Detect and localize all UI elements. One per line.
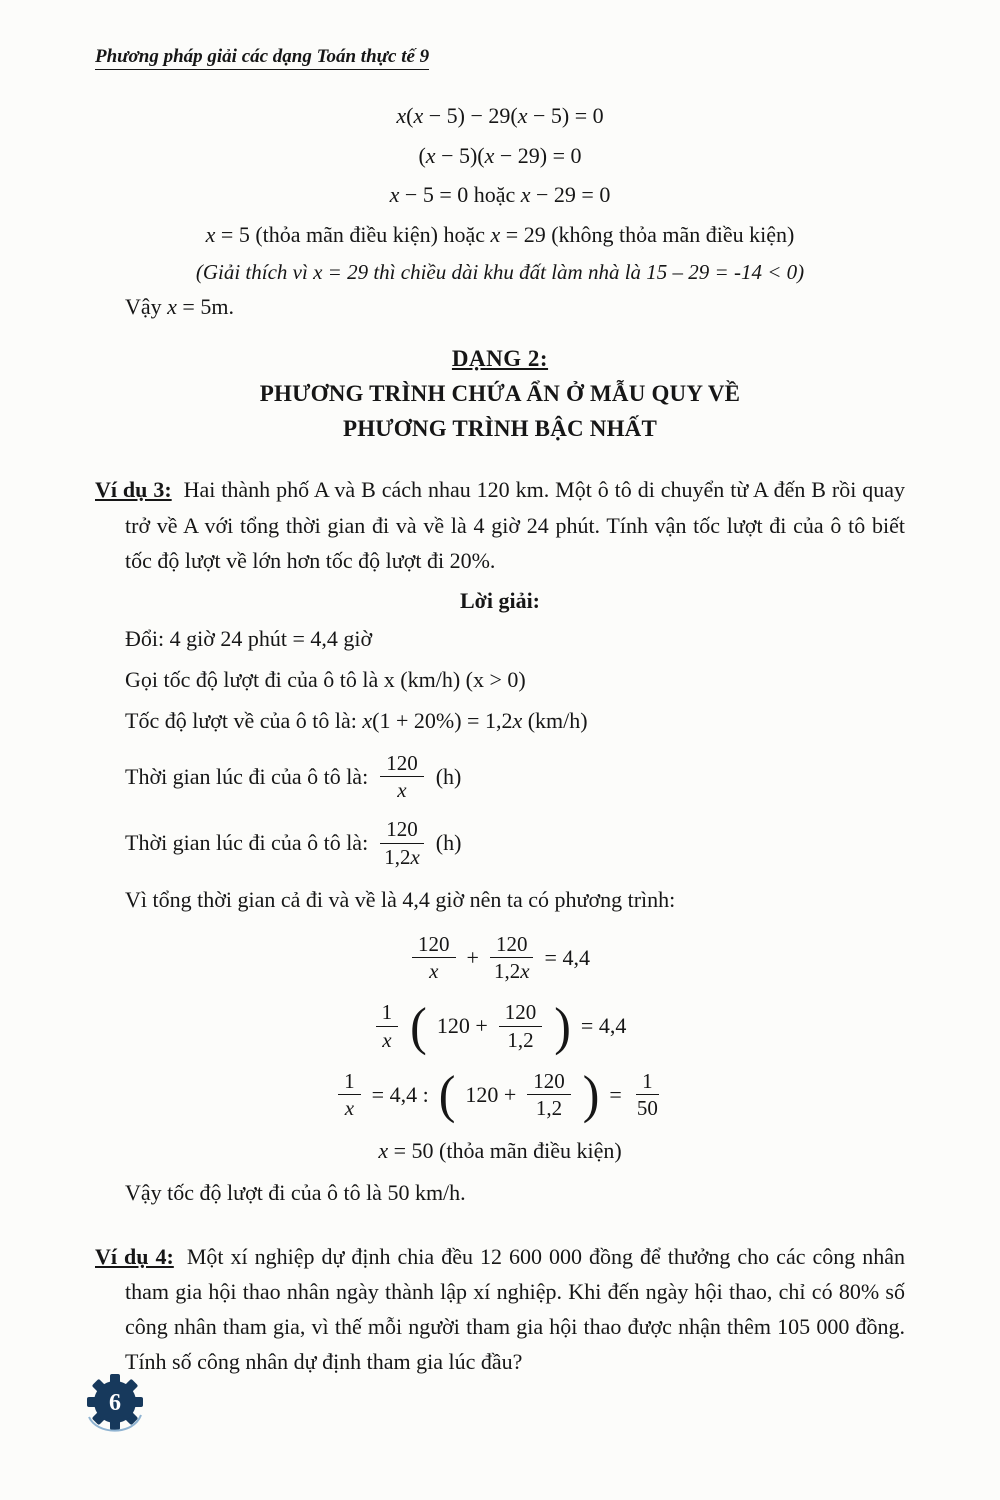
example-3-statement: Hai thành phố A và B cách nhau 120 km. Một ô tô di chuyển từ A đến B rồi quay trở về A với tổng thời gian đi và về là 4 giờ 24 phút. Tính vận tốc lượt đi của ô tô biết tốc độ lượt về lớn hơn tốc độ lượt đi 20%. <box>125 477 906 573</box>
example-3-label: Ví dụ 3: <box>95 477 172 503</box>
text-segment: 1,2 <box>535 1096 563 1121</box>
fraction-denominator <box>393 777 410 803</box>
math-variable: x <box>397 778 407 803</box>
math-variable: x <box>382 1027 392 1052</box>
section-title-line1: PHƯƠNG TRÌNH CHỨA ẨN Ở MẪU QUY VỀ <box>259 381 741 407</box>
page-number: 6 <box>109 1390 121 1416</box>
unit-hours: (h) <box>435 830 462 856</box>
case-analysis-line <box>95 221 905 250</box>
math-variable: x <box>413 103 424 128</box>
math-variable: x <box>410 844 420 869</box>
fraction-120-over-1-2x <box>490 932 534 985</box>
equation-solve-for-x <box>95 1064 905 1124</box>
equals-rhs: = 4,4 <box>580 1013 627 1039</box>
fraction-numerator: 120 <box>380 817 424 844</box>
text-segment: = 5m. <box>176 294 234 320</box>
text-segment: ( <box>418 142 426 168</box>
text-segment: − 5) = 0 <box>527 103 604 128</box>
math-variable: x <box>425 142 436 168</box>
fraction-numerator: 1 <box>338 1069 361 1096</box>
equation-factored-form <box>95 996 905 1056</box>
page-number-badge <box>86 1372 144 1444</box>
text-segment: 1,2 <box>507 1027 534 1052</box>
math-variable: x <box>205 221 216 247</box>
fraction-denominator <box>503 1027 537 1053</box>
fraction-numerator: 120 <box>380 751 424 778</box>
fraction-denominator <box>378 1027 395 1053</box>
right-paren: ) <box>554 996 571 1056</box>
fraction-1-over-x <box>338 1069 361 1122</box>
text-segment: ( <box>406 103 414 128</box>
running-header <box>95 46 905 68</box>
fraction-120-over-x <box>412 932 456 985</box>
fraction-numerator: 1 <box>636 1069 659 1096</box>
equation-factor-step-2 <box>95 142 905 171</box>
example-3 <box>95 472 905 578</box>
right-paren: ) <box>582 1064 600 1124</box>
solution-heading: Lời giải: <box>459 587 541 613</box>
math-variable: x <box>389 182 400 208</box>
plus-operator: + <box>466 944 479 970</box>
text-segment: − 29) = 0 <box>494 142 582 168</box>
text-segment: = 50 (thỏa mãn điều kiện) <box>388 1138 622 1164</box>
text-segment: 1,2 <box>384 844 411 869</box>
equation-factor-step-1 <box>95 102 905 131</box>
equals-operator: = <box>609 1081 622 1107</box>
solution-line-define-x: Gọi tốc độ lượt đi của ô tô là x (km/h) (x > 0) <box>125 666 526 692</box>
math-variable: x <box>512 707 523 733</box>
section-label: DẠNG 2: <box>451 346 549 372</box>
text-segment: (km/h) <box>522 707 588 733</box>
section-title-line2: PHƯƠNG TRÌNH BẬC NHẤT <box>342 416 658 442</box>
equation-roots-line <box>95 181 905 210</box>
math-variable: x <box>362 707 373 733</box>
gear-icon <box>86 1372 144 1438</box>
time-return-text: Thời gian lúc đi của ô tô là: <box>125 830 369 856</box>
math-variable: x <box>484 142 495 168</box>
text-segment: − 29 = 0 <box>530 182 611 208</box>
fraction-numerator: 120 <box>412 932 456 959</box>
fraction-denominator <box>341 1095 358 1121</box>
text-segment: Tốc độ lượt về của ô tô là: <box>125 707 363 733</box>
fraction-1-over-50 <box>633 1069 662 1122</box>
fraction-denominator <box>425 958 442 984</box>
example-4-statement: Một xí nghiệp dự định chia đều 12 600 000 đồng để thưởng cho các công nhân tham gia hội thao nhân ngày thành lập xí nghiệp. Khi đến ngày hội thao, chỉ có 80% số công nhân tham gia, vì thế mỗi người tham gia hội thao được nhận thêm 105 000 đồng. Tính số công nhân dự định tham gia lúc đầu? <box>125 1243 906 1375</box>
math-variable: x <box>344 1096 355 1121</box>
fraction-denominator <box>490 958 534 984</box>
solution-line-convert: Đổi: 4 giờ 24 phút = 4,4 giờ <box>125 625 373 651</box>
fraction-denominator <box>380 844 424 870</box>
math-variable: x <box>167 294 177 320</box>
time-go-line <box>125 751 905 804</box>
solution-line-return-speed <box>125 705 905 737</box>
conclusion-x5 <box>125 294 905 320</box>
left-paren: ( <box>410 996 427 1056</box>
math-variable: x <box>396 103 407 128</box>
explanation-note: (Giải thích vì x = 29 thì chiều dài khu đất làm nhà là 15 – 29 = -14 < 0) <box>195 260 805 285</box>
inner-sum-text: 120 + <box>436 1013 488 1039</box>
equals-rhs: = 4,4 <box>544 944 590 970</box>
math-variable: x <box>490 221 501 247</box>
time-return-line <box>125 817 905 870</box>
equation-result-line <box>95 1137 905 1166</box>
example-4-label: Ví dụ 4: <box>95 1243 174 1269</box>
unit-hours: (h) <box>435 763 462 789</box>
left-paren: ( <box>438 1064 456 1124</box>
fraction-1-over-x <box>376 1000 399 1053</box>
text-segment: − 5) − 29( <box>423 103 518 128</box>
math-variable: x <box>520 182 531 208</box>
section-heading <box>95 346 905 442</box>
fraction-numerator: 120 <box>499 1000 543 1027</box>
text-segment: = 5 (thỏa mãn điều kiện) hoặc <box>215 221 491 247</box>
fraction-120-over-1-2 <box>527 1069 571 1122</box>
text-segment: (1 + 20%) = 1,2 <box>372 707 513 733</box>
equals-divide-text: = 4,4 : <box>371 1081 429 1107</box>
fraction-numerator: 120 <box>527 1069 571 1096</box>
example-3-conclusion: Vậy tốc độ lượt đi của ô tô là 50 km/h. <box>125 1179 466 1205</box>
time-go-text: Thời gian lúc đi của ô tô là: <box>125 763 369 789</box>
fraction-120-over-1-2x <box>380 817 424 870</box>
equation-sum-of-times <box>95 932 905 985</box>
fraction-numerator: 1 <box>376 1000 399 1027</box>
math-variable: x <box>429 959 439 984</box>
fraction-denominator <box>633 1095 662 1121</box>
text-segment: 1,2 <box>493 959 521 984</box>
text-segment: − 5 = 0 hoặc <box>399 182 521 208</box>
text-segment: 50 <box>636 1096 658 1121</box>
running-header-title: Phương pháp giải các dạng Toán thực tế 9 <box>95 46 429 70</box>
math-variable: x <box>517 103 528 128</box>
fraction-120-over-1-2 <box>499 1000 543 1053</box>
text-segment: − 5)( <box>435 142 485 168</box>
math-variable: x <box>520 959 530 984</box>
text-segment: = 29 (không thỏa mãn điều kiện) <box>500 221 795 247</box>
fraction-denominator <box>532 1095 566 1121</box>
fraction-numerator: 120 <box>490 932 534 959</box>
math-variable: x <box>378 1138 389 1164</box>
fraction-120-over-x <box>380 751 424 804</box>
inner-sum-text: 120 + <box>465 1081 517 1107</box>
solution-line-total-time: Vì tổng thời gian cả đi và về là 4,4 giờ nên ta có phương trình: <box>125 886 676 912</box>
text-segment: Vậy <box>125 294 168 320</box>
example-4 <box>95 1239 905 1380</box>
